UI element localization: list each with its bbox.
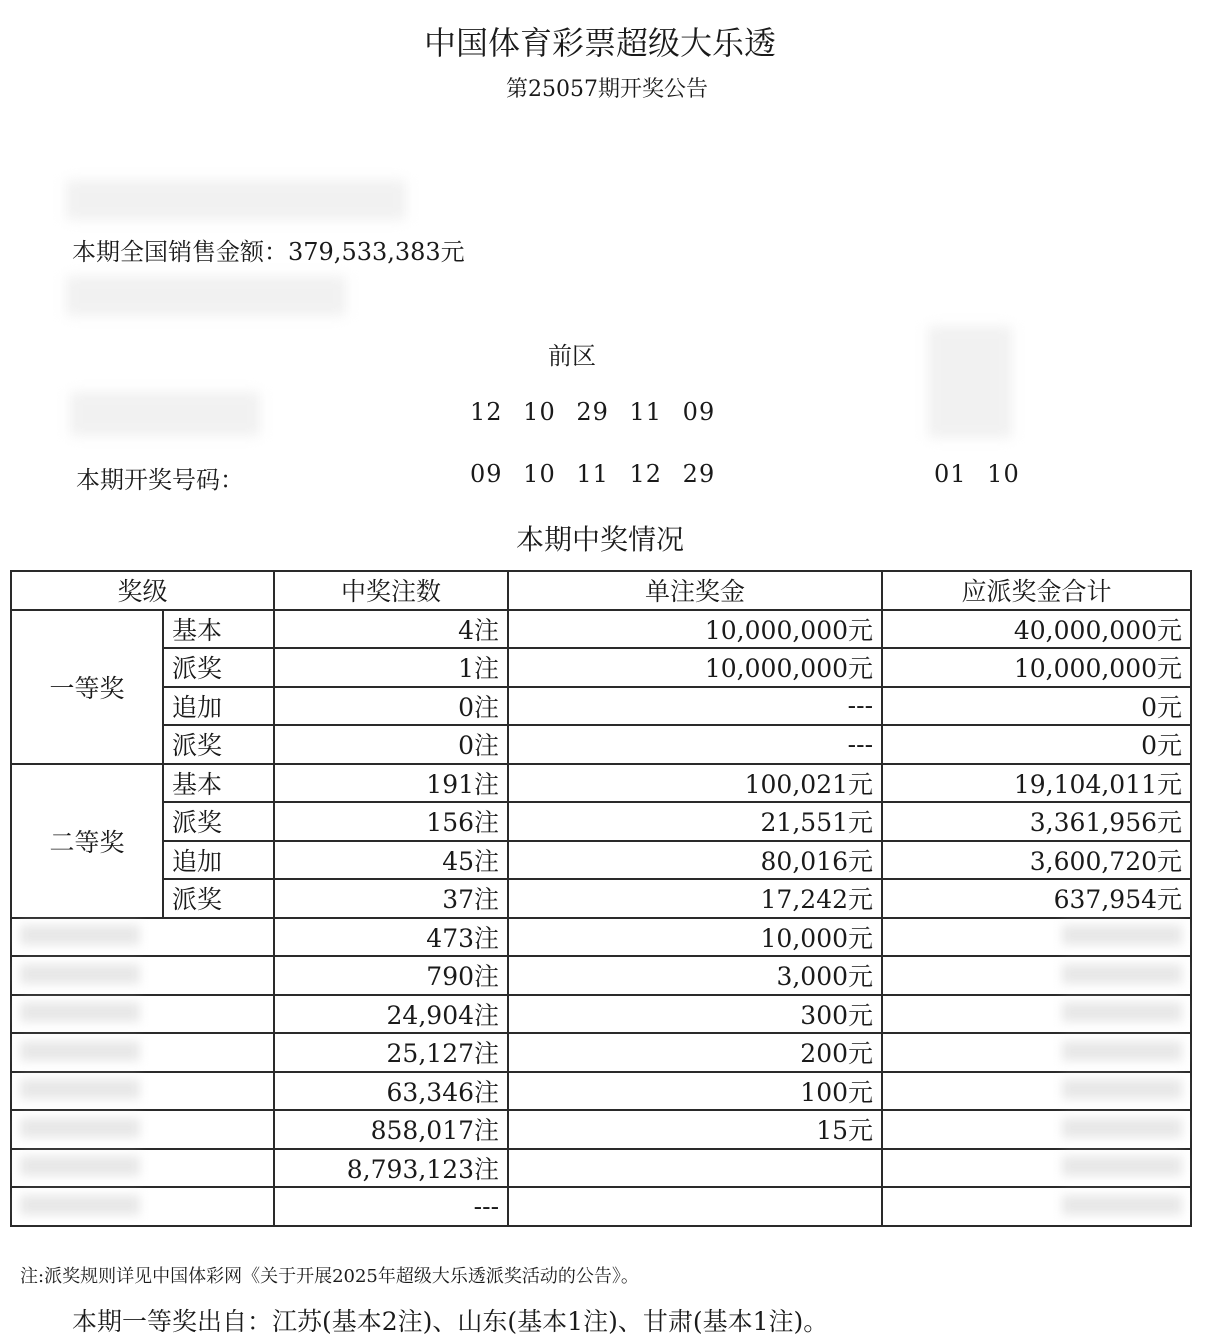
prize-type: 追加 [163, 687, 274, 726]
winner-count: 156注 [274, 802, 508, 841]
redacted-total [882, 956, 1191, 995]
redacted-total [882, 1072, 1191, 1111]
redacted-total [882, 995, 1191, 1034]
prize-type: 派奖 [163, 648, 274, 687]
redacted-total [882, 1110, 1191, 1149]
table-row [11, 725, 1191, 764]
redacted-level [11, 1187, 274, 1226]
redacted-area [70, 392, 260, 436]
winner-count: 473注 [274, 918, 508, 957]
unit-amount: 21,551元 [508, 802, 882, 841]
unit-amount: 100元 [508, 1072, 882, 1111]
winner-count: 25,127注 [274, 1033, 508, 1072]
redacted-level [11, 918, 274, 957]
winner-count: 0注 [274, 687, 508, 726]
winner-count: 8,793,123注 [274, 1149, 508, 1188]
redacted-level [11, 1033, 274, 1072]
header-level: 奖级 [11, 571, 274, 610]
prize-type: 基本 [163, 764, 274, 803]
total-amount: 0元 [882, 725, 1191, 764]
table-row [11, 1187, 1191, 1226]
total-amount: 40,000,000元 [882, 610, 1191, 649]
winner-count: 63,346注 [274, 1072, 508, 1111]
front-numbers: 09 10 11 12 29 [470, 460, 716, 488]
table-header-row [11, 571, 1191, 610]
winner-count: 1注 [274, 648, 508, 687]
front-zone-label: 前区 [548, 342, 596, 370]
page-title: 中国体育彩票超级大乐透 [423, 24, 776, 62]
winner-count: 37注 [274, 879, 508, 918]
unit-amount: 3,000元 [508, 956, 882, 995]
total-amount: 10,000,000元 [882, 648, 1191, 687]
redacted-total [882, 918, 1191, 957]
table-row [11, 1149, 1191, 1188]
unit-amount: 300元 [508, 995, 882, 1034]
issue-subtitle: 第25057期开奖公告 [506, 77, 708, 102]
table-row [11, 956, 1191, 995]
total-amount: 0元 [882, 687, 1191, 726]
sales-label: 本期全国销售金额： [72, 238, 288, 266]
table-row [11, 1110, 1191, 1149]
winner-count: 24,904注 [274, 995, 508, 1034]
first-prize-label: 一等奖 [11, 610, 163, 764]
winner-count: 790注 [274, 956, 508, 995]
redacted-level [11, 1072, 274, 1111]
prize-type: 派奖 [163, 802, 274, 841]
table-row [11, 1072, 1191, 1111]
redacted-level [11, 1110, 274, 1149]
redacted-level [11, 1149, 274, 1188]
unit-amount: --- [508, 687, 882, 726]
unit-amount: 10,000,000元 [508, 648, 882, 687]
unit-amount: 200元 [508, 1033, 882, 1072]
prize-type: 派奖 [163, 879, 274, 918]
winner-count: --- [274, 1187, 508, 1226]
total-amount: 3,361,956元 [882, 802, 1191, 841]
redacted-area [66, 180, 406, 220]
prize-type: 派奖 [163, 725, 274, 764]
table-row [11, 802, 1191, 841]
table-row [11, 764, 1191, 803]
unit-amount: 10,000元 [508, 918, 882, 957]
table-row [11, 841, 1191, 880]
table-row [11, 687, 1191, 726]
table-row [11, 995, 1191, 1034]
unit-amount: 15元 [508, 1110, 882, 1149]
unit-amount: 100,021元 [508, 764, 882, 803]
redacted-area [66, 276, 346, 316]
first-prize-origin: 本期一等奖出自：江苏(基本2注)、山东(基本1注)、甘肃(基本1注)。 [72, 1307, 829, 1336]
winner-count: 191注 [274, 764, 508, 803]
second-prize-label: 二等奖 [11, 764, 163, 918]
redacted-total [882, 1187, 1191, 1226]
draw-numbers-label: 本期开奖号码： [76, 466, 244, 494]
prize-section-title: 本期中奖情况 [515, 523, 684, 556]
table-row [11, 610, 1191, 649]
table-row [11, 648, 1191, 687]
table-row [11, 1033, 1191, 1072]
redacted-level [11, 956, 274, 995]
winner-count: 858,017注 [274, 1110, 508, 1149]
prize-table [10, 570, 1192, 1227]
redacted-area [928, 326, 1012, 438]
table-row [11, 879, 1191, 918]
draw-sequence: 12 10 29 11 09 [470, 398, 716, 426]
unit-amount: 80,016元 [508, 841, 882, 880]
redacted-level [11, 995, 274, 1034]
redacted-total [882, 1149, 1191, 1188]
prize-type: 基本 [163, 610, 274, 649]
unit-amount [508, 1187, 882, 1226]
unit-amount: --- [508, 725, 882, 764]
total-amount: 3,600,720元 [882, 841, 1191, 880]
unit-amount [508, 1149, 882, 1188]
total-amount: 637,954元 [882, 879, 1191, 918]
total-amount: 19,104,011元 [882, 764, 1191, 803]
header-total: 应派奖金合计 [882, 571, 1191, 610]
sales-amount: 379,533,383元 [288, 238, 465, 266]
footnote: 注:派奖规则详见中国体彩网《关于开展2025年超级大乐透派奖活动的公告》。 [20, 1266, 639, 1287]
winner-count: 0注 [274, 725, 508, 764]
back-numbers: 01 10 [934, 460, 1020, 488]
redacted-total [882, 1033, 1191, 1072]
winner-count: 4注 [274, 610, 508, 649]
table-row [11, 918, 1191, 957]
header-amount: 单注奖金 [508, 571, 882, 610]
header-count: 中奖注数 [274, 571, 508, 610]
sales-line [72, 232, 465, 267]
prize-type: 追加 [163, 841, 274, 880]
unit-amount: 17,242元 [508, 879, 882, 918]
unit-amount: 10,000,000元 [508, 610, 882, 649]
winner-count: 45注 [274, 841, 508, 880]
